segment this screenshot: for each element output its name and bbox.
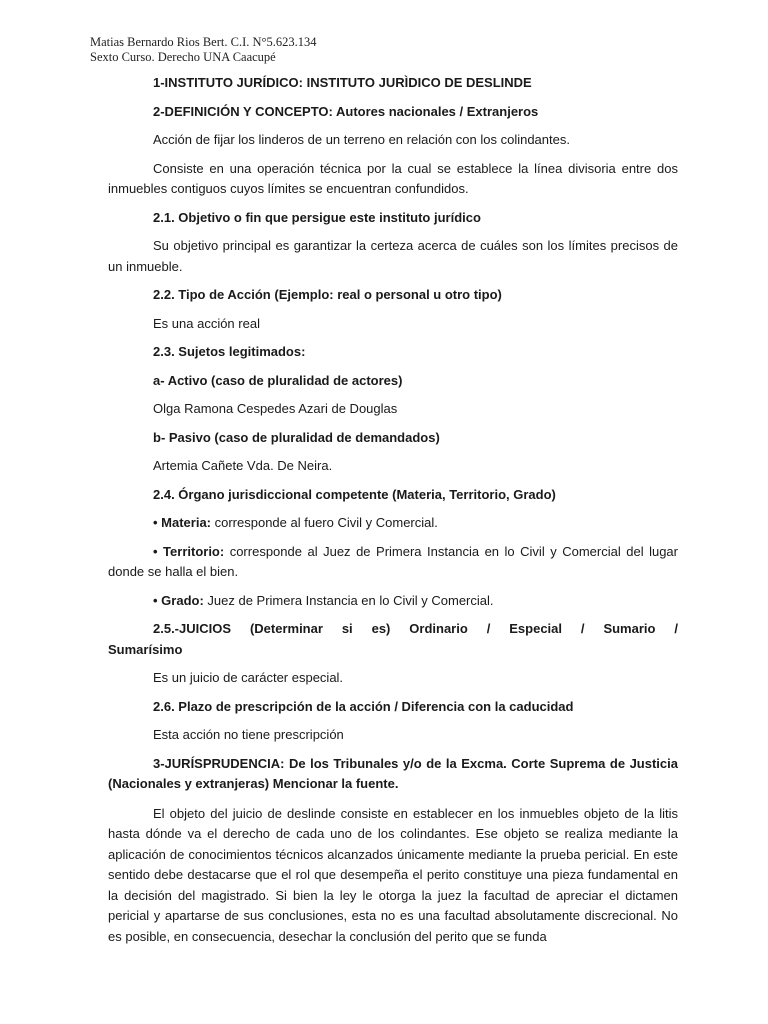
header-author-line: Matias Bernardo Rios Bert. C.I. N°5.623.134 (90, 35, 317, 49)
territorio-label: • Territorio: (153, 543, 225, 559)
document-body (108, 73, 678, 947)
section-2-6-text: Esta acción no tiene prescripción (153, 727, 344, 742)
grado-text: Juez de Primera Instancia en lo Civil y Comercial. (203, 592, 494, 608)
territorio-text: corresponde al Juez de Primera Instancia en lo Civil y Comercial del lugar donde se halla el bien. (108, 543, 678, 579)
section-2-3-a-text: Olga Ramona Cespedes Azari de Douglas (153, 401, 398, 416)
section-2-3-b-title: b- Pasivo (caso de pluralidad de demandados) (153, 429, 440, 445)
materia-label: • Materia: (153, 515, 212, 530)
definition-text-2: Consiste en una operación técnica por la cual se establece la línea divisoria entre dos inmuebles contiguos cuyos límites se encuentran confundidos. (108, 160, 678, 196)
section-2-3-title: 2.3. Sujetos legitimados: (153, 344, 306, 359)
section-3-title: 3-JURÍSPRUDENCIA: De los Tribunales y/o de la Excma. Corte Suprema de Justicia (Nacionales y extranjeras) Mencionar la fuente. (108, 755, 678, 791)
section-2-3-a-title: a- Activo (caso de pluralidad de actores) (153, 372, 403, 388)
section-2-1-title: 2.1. Objetivo o fin que persigue este instituto jurídico (153, 209, 481, 225)
section-2-1-text: Su objetivo principal es garantizar la certeza acerca de cuáles son los límites precisos de un inmueble. (108, 238, 678, 274)
section-2-4-title: 2.4. Órgano jurisdiccional competente (Materia, Territorio, Grado) (153, 486, 556, 502)
grado-item (108, 591, 678, 612)
section-2-6-title: 2.6. Plazo de prescripción de la acción / Diferencia con la caducidad (153, 698, 574, 714)
grado-label: • Grado: (153, 592, 204, 608)
section-2-2-title: 2.2. Tipo de Acción (Ejemplo: real o personal u otro tipo) (153, 287, 502, 302)
section-2-3-b-text: Artemia Cañete Vda. De Neira. (153, 458, 333, 473)
header-course-line: Sexto Curso. Derecho UNA Caacupé (90, 50, 276, 64)
territorio-item (108, 542, 678, 583)
definition-text-1: Acción de fijar los linderos de un terreno en relación con los colindantes. (153, 132, 570, 147)
materia-item (108, 513, 678, 534)
section-2-2-text: Es una acción real (153, 315, 260, 331)
section-3-text: El objeto del juicio de deslinde consiste en establecer en los inmuebles objeto de la litis hasta dónde va el derecho de cada uno de los colindantes. Ese objeto se realiza mediante la aplicación de conocimientos técnicos alcanzados únicamente mediante la prueba pericial. En este sentido debe destacarse que el rol que desempeña el perito constituye una pieza fundamental en la decisión del magistrado. Si bien la ley le otorga la juez la facultad de apreciar el dictamen pericial y apartarse de sus conclusiones, esta no es una facultad absolutamente discrecional. No es posible, en consecuencia, desechar la conclusión del perito que se funda (108, 805, 678, 944)
section-2-5-title-line1: 2.5.-JUICIOS (Determinar si es) Ordinario / Especial / Sumario / (153, 621, 678, 636)
heading-instituto: 1-INSTITUTO JURÍDICO: INSTITUTO JURÌDICO DE DESLINDE (153, 75, 532, 90)
heading-definicion: 2-DEFINICIÓN Y CONCEPTO: Autores nacionales / Extranjeros (153, 103, 539, 119)
materia-text: corresponde al fuero Civil y Comercial. (211, 515, 438, 530)
section-2-5-text: Es un juicio de carácter especial. (153, 670, 344, 685)
page-header (90, 35, 317, 65)
section-2-5-title-line2: Sumarísimo (108, 641, 183, 657)
